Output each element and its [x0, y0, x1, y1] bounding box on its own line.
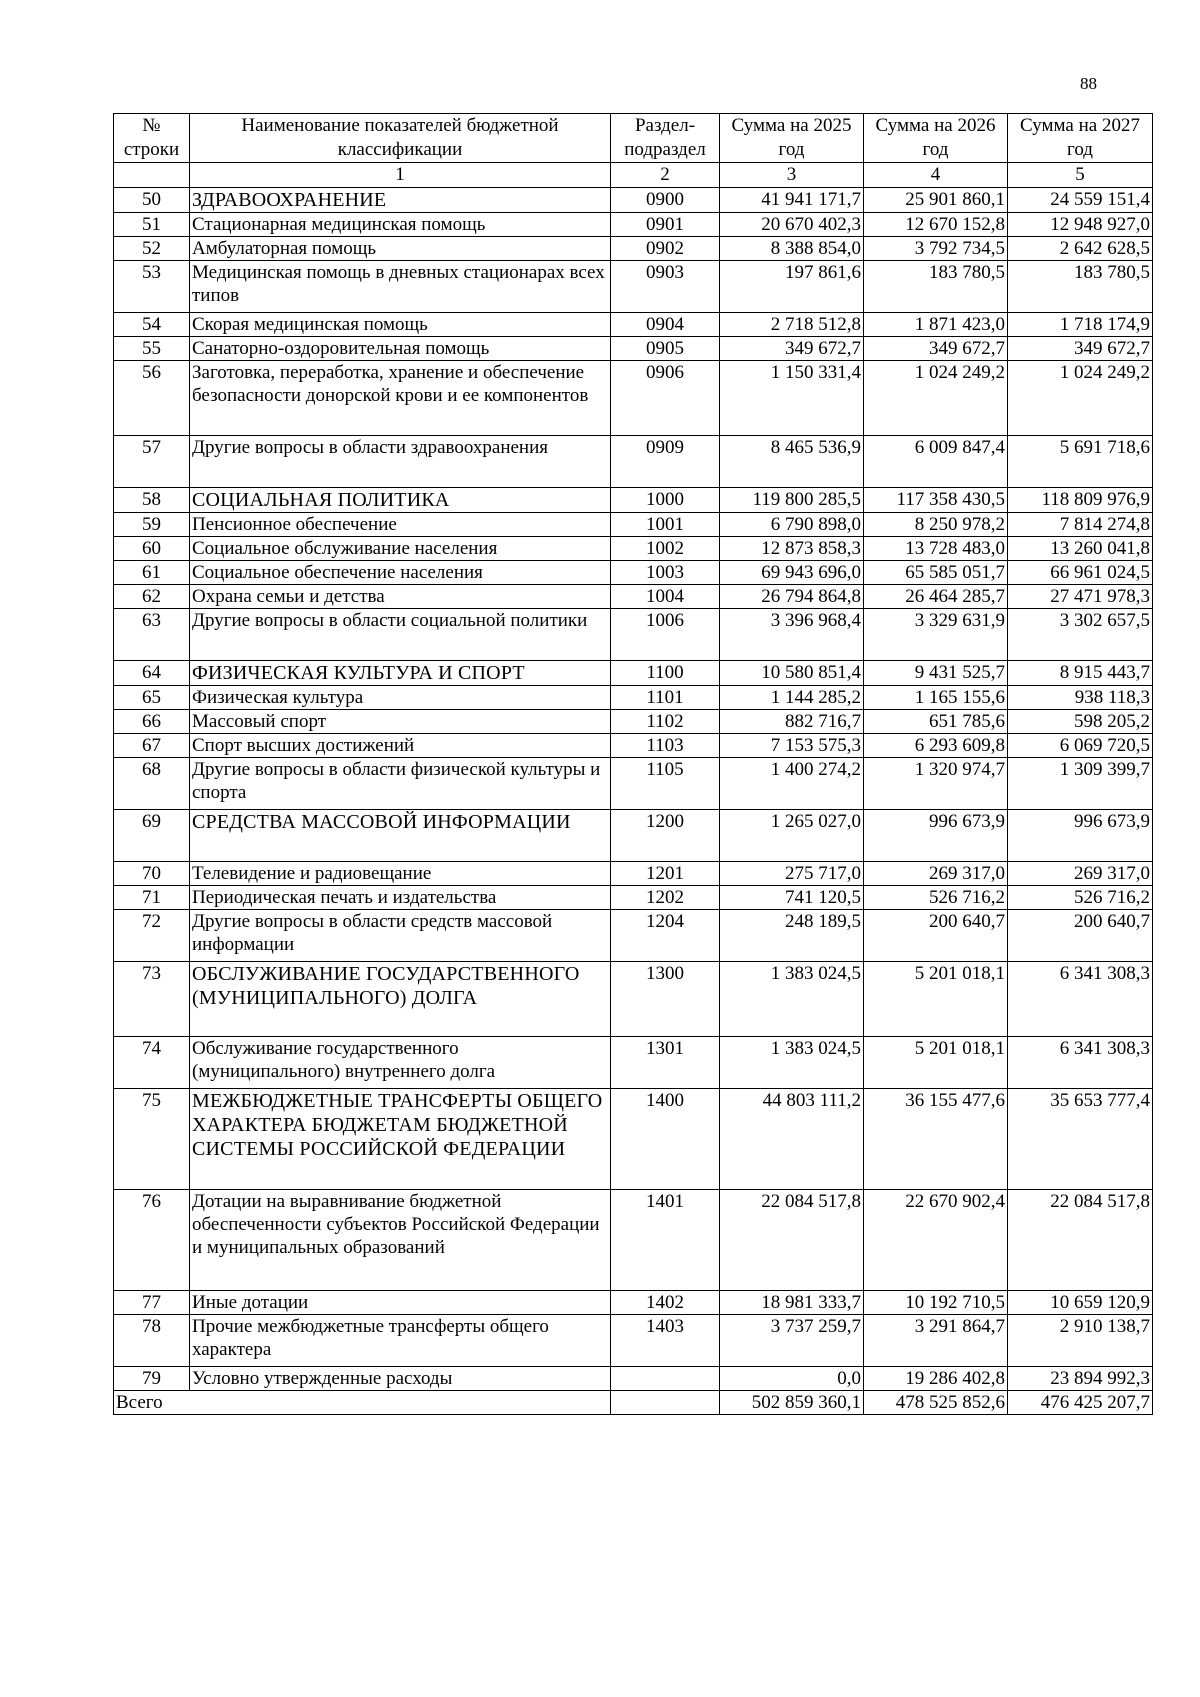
section-code: 1200: [611, 810, 720, 862]
sum-2026: 3 329 631,9: [864, 609, 1008, 661]
row-number: 54: [114, 313, 190, 337]
indicator-name: Пенсионное обеспечение: [190, 513, 611, 537]
table-row: [114, 337, 1153, 361]
indicator-name: СРЕДСТВА МАССОВОЙ ИНФОРМАЦИИ: [190, 810, 611, 862]
sum-2026: 12 670 152,8: [864, 213, 1008, 237]
table-row: [114, 661, 1153, 686]
header-sum-2025: Сумма на 2025 год: [720, 114, 864, 163]
row-number: 68: [114, 758, 190, 810]
section-code: [611, 1367, 720, 1391]
row-number: 69: [114, 810, 190, 862]
total-sum-2027: 476 425 207,7: [1008, 1391, 1153, 1415]
sum-2026: 1 165 155,6: [864, 686, 1008, 710]
sum-2026: 5 201 018,1: [864, 1037, 1008, 1089]
sum-2027: 23 894 992,3: [1008, 1367, 1153, 1391]
sum-2026: 200 640,7: [864, 910, 1008, 962]
table-row: [114, 488, 1153, 513]
table-row: [114, 910, 1153, 962]
section-code: 1101: [611, 686, 720, 710]
sum-2026: 3 291 864,7: [864, 1315, 1008, 1367]
indicator-name: Другие вопросы в области средств массовой информации: [190, 910, 611, 962]
indicator-name: Другие вопросы в области социальной политики: [190, 609, 611, 661]
row-number: 77: [114, 1291, 190, 1315]
sum-2025: 1 400 274,2: [720, 758, 864, 810]
sum-2025: 275 717,0: [720, 862, 864, 886]
sum-2027: 996 673,9: [1008, 810, 1153, 862]
sum-2026: 36 155 477,6: [864, 1089, 1008, 1190]
sum-2027: 2 642 628,5: [1008, 237, 1153, 261]
row-number: 59: [114, 513, 190, 537]
sum-2025: 197 861,6: [720, 261, 864, 313]
section-code: 0904: [611, 313, 720, 337]
sum-2026: 117 358 430,5: [864, 488, 1008, 513]
sum-2026: 526 716,2: [864, 886, 1008, 910]
table-row: [114, 1367, 1153, 1391]
sum-2026: 26 464 285,7: [864, 585, 1008, 609]
table-row: [114, 962, 1153, 1037]
indicator-name: ФИЗИЧЕСКАЯ КУЛЬТУРА И СПОРТ: [190, 661, 611, 686]
sum-2026: 13 728 483,0: [864, 537, 1008, 561]
table-row: [114, 710, 1153, 734]
table-row: [114, 609, 1153, 661]
sum-2027: 5 691 718,6: [1008, 436, 1153, 488]
indicator-name: Амбулаторная помощь: [190, 237, 611, 261]
sum-2026: 25 901 860,1: [864, 188, 1008, 213]
indicator-name: Периодическая печать и издательства: [190, 886, 611, 910]
sum-2026: 19 286 402,8: [864, 1367, 1008, 1391]
section-code: 0902: [611, 237, 720, 261]
row-number: 64: [114, 661, 190, 686]
sum-2027: 598 205,2: [1008, 710, 1153, 734]
sum-2026: 3 792 734,5: [864, 237, 1008, 261]
sum-2026: 269 317,0: [864, 862, 1008, 886]
sum-2027: 10 659 120,9: [1008, 1291, 1153, 1315]
row-number: 71: [114, 886, 190, 910]
sum-2027: 349 672,7: [1008, 337, 1153, 361]
section-code: 0909: [611, 436, 720, 488]
indicator-name: Санаторно-оздоровительная помощь: [190, 337, 611, 361]
sum-2025: 22 084 517,8: [720, 1190, 864, 1291]
sum-2025: 41 941 171,7: [720, 188, 864, 213]
row-number: 73: [114, 962, 190, 1037]
sum-2027: 183 780,5: [1008, 261, 1153, 313]
sum-2025: 3 737 259,7: [720, 1315, 864, 1367]
sum-2026: 65 585 051,7: [864, 561, 1008, 585]
section-code: 1202: [611, 886, 720, 910]
row-number: 62: [114, 585, 190, 609]
table-row: [114, 758, 1153, 810]
sum-2026: 6 009 847,4: [864, 436, 1008, 488]
row-number: 67: [114, 734, 190, 758]
row-number: 51: [114, 213, 190, 237]
sum-2027: 6 341 308,3: [1008, 962, 1153, 1037]
table-row: [114, 313, 1153, 337]
table-row: [114, 810, 1153, 862]
table-row: [114, 1315, 1153, 1367]
indicator-name: Дотации на выравнивание бюджетной обеспеченности субъектов Российской Федерации и муниципальных образований: [190, 1190, 611, 1291]
section-code: 1201: [611, 862, 720, 886]
total-sum-2025: 502 859 360,1: [720, 1391, 864, 1415]
row-number: 79: [114, 1367, 190, 1391]
sum-2025: 44 803 111,2: [720, 1089, 864, 1190]
section-code: 0900: [611, 188, 720, 213]
total-code-blank: [611, 1391, 720, 1415]
sum-2026: 183 780,5: [864, 261, 1008, 313]
section-code: 1402: [611, 1291, 720, 1315]
sum-2027: 7 814 274,8: [1008, 513, 1153, 537]
total-label: Всего: [114, 1391, 611, 1415]
row-number: 70: [114, 862, 190, 886]
indicator-name: Охрана семьи и детства: [190, 585, 611, 609]
sum-2025: 1 144 285,2: [720, 686, 864, 710]
table-row: [114, 1190, 1153, 1291]
column-index: 3: [720, 163, 864, 188]
sum-2027: 1 718 174,9: [1008, 313, 1153, 337]
row-number: 74: [114, 1037, 190, 1089]
table-row: [114, 261, 1153, 313]
sum-2025: 10 580 851,4: [720, 661, 864, 686]
table-row: [114, 686, 1153, 710]
sum-2025: 741 120,5: [720, 886, 864, 910]
table-header-row: [114, 114, 1153, 163]
row-number: 57: [114, 436, 190, 488]
row-number: 60: [114, 537, 190, 561]
sum-2025: 20 670 402,3: [720, 213, 864, 237]
total-row: [114, 1391, 1153, 1415]
column-index-blank: [114, 163, 190, 188]
sum-2026: 22 670 902,4: [864, 1190, 1008, 1291]
sum-2027: 3 302 657,5: [1008, 609, 1153, 661]
row-number: 65: [114, 686, 190, 710]
sum-2026: 8 250 978,2: [864, 513, 1008, 537]
sum-2027: 2 910 138,7: [1008, 1315, 1153, 1367]
sum-2026: 6 293 609,8: [864, 734, 1008, 758]
sum-2025: 248 189,5: [720, 910, 864, 962]
column-index: 5: [1008, 163, 1153, 188]
row-number: 63: [114, 609, 190, 661]
table-row: [114, 1291, 1153, 1315]
section-code: 1103: [611, 734, 720, 758]
sum-2025: 12 873 858,3: [720, 537, 864, 561]
row-number: 50: [114, 188, 190, 213]
table-row: [114, 1037, 1153, 1089]
sum-2027: 200 640,7: [1008, 910, 1153, 962]
sum-2025: 1 265 027,0: [720, 810, 864, 862]
indicator-name: Массовый спорт: [190, 710, 611, 734]
sum-2026: 1 024 249,2: [864, 361, 1008, 436]
column-index-row: [114, 163, 1153, 188]
sum-2026: 5 201 018,1: [864, 962, 1008, 1037]
table-row: [114, 1089, 1153, 1190]
indicator-name: Социальное обеспечение населения: [190, 561, 611, 585]
sum-2026: 651 785,6: [864, 710, 1008, 734]
section-code: 1102: [611, 710, 720, 734]
indicator-name: Другие вопросы в области физической культуры и спорта: [190, 758, 611, 810]
section-code: 1004: [611, 585, 720, 609]
sum-2025: 3 396 968,4: [720, 609, 864, 661]
sum-2025: 6 790 898,0: [720, 513, 864, 537]
sum-2027: 12 948 927,0: [1008, 213, 1153, 237]
row-number: 58: [114, 488, 190, 513]
sum-2027: 35 653 777,4: [1008, 1089, 1153, 1190]
sum-2026: 10 192 710,5: [864, 1291, 1008, 1315]
section-code: 1401: [611, 1190, 720, 1291]
table-row: [114, 237, 1153, 261]
table-row: [114, 436, 1153, 488]
section-code: 1300: [611, 962, 720, 1037]
header-row-number: № строки: [114, 114, 190, 163]
sum-2027: 27 471 978,3: [1008, 585, 1153, 609]
indicator-name: Другие вопросы в области здравоохранения: [190, 436, 611, 488]
sum-2025: 349 672,7: [720, 337, 864, 361]
indicator-name: Иные дотации: [190, 1291, 611, 1315]
section-code: 0906: [611, 361, 720, 436]
sum-2027: 1 309 399,7: [1008, 758, 1153, 810]
row-number: 55: [114, 337, 190, 361]
section-code: 1403: [611, 1315, 720, 1367]
row-number: 52: [114, 237, 190, 261]
section-code: 1003: [611, 561, 720, 585]
sum-2026: 1 871 423,0: [864, 313, 1008, 337]
sum-2025: 8 388 854,0: [720, 237, 864, 261]
header-section-code: Раздел-подраздел: [611, 114, 720, 163]
section-code: 1000: [611, 488, 720, 513]
section-code: 1301: [611, 1037, 720, 1089]
row-number: 76: [114, 1190, 190, 1291]
indicator-name: Социальное обслуживание населения: [190, 537, 611, 561]
sum-2027: 118 809 976,9: [1008, 488, 1153, 513]
sum-2027: 6 341 308,3: [1008, 1037, 1153, 1089]
sum-2025: 1 150 331,4: [720, 361, 864, 436]
section-code: 1105: [611, 758, 720, 810]
table-row: [114, 361, 1153, 436]
table-row: [114, 886, 1153, 910]
sum-2027: 13 260 041,8: [1008, 537, 1153, 561]
table-row: [114, 734, 1153, 758]
row-number: 61: [114, 561, 190, 585]
sum-2025: 7 153 575,3: [720, 734, 864, 758]
sum-2027: 8 915 443,7: [1008, 661, 1153, 686]
sum-2025: 2 718 512,8: [720, 313, 864, 337]
sum-2025: 0,0: [720, 1367, 864, 1391]
section-code: 1400: [611, 1089, 720, 1190]
sum-2027: 938 118,3: [1008, 686, 1153, 710]
row-number: 53: [114, 261, 190, 313]
column-index: 4: [864, 163, 1008, 188]
sum-2026: 1 320 974,7: [864, 758, 1008, 810]
sum-2026: 996 673,9: [864, 810, 1008, 862]
indicator-name: Заготовка, переработка, хранение и обеспечение безопасности донорской крови и ее компонентов: [190, 361, 611, 436]
row-number: 75: [114, 1089, 190, 1190]
sum-2025: 1 383 024,5: [720, 962, 864, 1037]
sum-2025: 8 465 536,9: [720, 436, 864, 488]
table-row: [114, 213, 1153, 237]
sum-2025: 69 943 696,0: [720, 561, 864, 585]
sum-2027: 269 317,0: [1008, 862, 1153, 886]
row-number: 66: [114, 710, 190, 734]
sum-2025: 882 716,7: [720, 710, 864, 734]
indicator-name: Стационарная медицинская помощь: [190, 213, 611, 237]
row-number: 78: [114, 1315, 190, 1367]
section-code: 1001: [611, 513, 720, 537]
sum-2026: 349 672,7: [864, 337, 1008, 361]
table-row: [114, 513, 1153, 537]
header-indicator-name: Наименование показателей бюджетной классификации: [190, 114, 611, 163]
column-index: 2: [611, 163, 720, 188]
indicator-name: МЕЖБЮДЖЕТНЫЕ ТРАНСФЕРТЫ ОБЩЕГО ХАРАКТЕРА БЮДЖЕТАМ БЮДЖЕТНОЙ СИСТЕМЫ РОССИЙСКОЙ ФЕДЕРАЦИИ: [190, 1089, 611, 1190]
indicator-name: Прочие межбюджетные трансферты общего характера: [190, 1315, 611, 1367]
indicator-name: ЗДРАВООХРАНЕНИЕ: [190, 188, 611, 213]
column-index: 1: [190, 163, 611, 188]
section-code: 1006: [611, 609, 720, 661]
section-code: 1002: [611, 537, 720, 561]
header-sum-2027: Сумма на 2027 год: [1008, 114, 1153, 163]
section-code: 0903: [611, 261, 720, 313]
sum-2027: 6 069 720,5: [1008, 734, 1153, 758]
indicator-name: Обслуживание государственного (муниципального) внутреннего долга: [190, 1037, 611, 1089]
sum-2027: 66 961 024,5: [1008, 561, 1153, 585]
table-row: [114, 561, 1153, 585]
section-code: 1100: [611, 661, 720, 686]
page-number: 88: [1080, 74, 1097, 93]
indicator-name: Телевидение и радиовещание: [190, 862, 611, 886]
total-sum-2026: 478 525 852,6: [864, 1391, 1008, 1415]
section-code: 1204: [611, 910, 720, 962]
sum-2025: 18 981 333,7: [720, 1291, 864, 1315]
indicator-name: ОБСЛУЖИВАНИЕ ГОСУДАРСТВЕННОГО (МУНИЦИПАЛЬНОГО) ДОЛГА: [190, 962, 611, 1037]
sum-2025: 26 794 864,8: [720, 585, 864, 609]
table-row: [114, 188, 1153, 213]
table-row: [114, 862, 1153, 886]
budget-table: [113, 113, 1153, 1415]
row-number: 72: [114, 910, 190, 962]
indicator-name: Медицинская помощь в дневных стационарах всех типов: [190, 261, 611, 313]
indicator-name: Спорт высших достижений: [190, 734, 611, 758]
table-row: [114, 537, 1153, 561]
section-code: 0901: [611, 213, 720, 237]
sum-2025: 1 383 024,5: [720, 1037, 864, 1089]
row-number: 56: [114, 361, 190, 436]
sum-2027: 22 084 517,8: [1008, 1190, 1153, 1291]
section-code: 0905: [611, 337, 720, 361]
sum-2027: 1 024 249,2: [1008, 361, 1153, 436]
sum-2025: 119 800 285,5: [720, 488, 864, 513]
table-row: [114, 585, 1153, 609]
sum-2027: 526 716,2: [1008, 886, 1153, 910]
header-sum-2026: Сумма на 2026 год: [864, 114, 1008, 163]
sum-2026: 9 431 525,7: [864, 661, 1008, 686]
indicator-name: Условно утвержденные расходы: [190, 1367, 611, 1391]
indicator-name: Физическая культура: [190, 686, 611, 710]
indicator-name: Скорая медицинская помощь: [190, 313, 611, 337]
sum-2027: 24 559 151,4: [1008, 188, 1153, 213]
indicator-name: СОЦИАЛЬНАЯ ПОЛИТИКА: [190, 488, 611, 513]
